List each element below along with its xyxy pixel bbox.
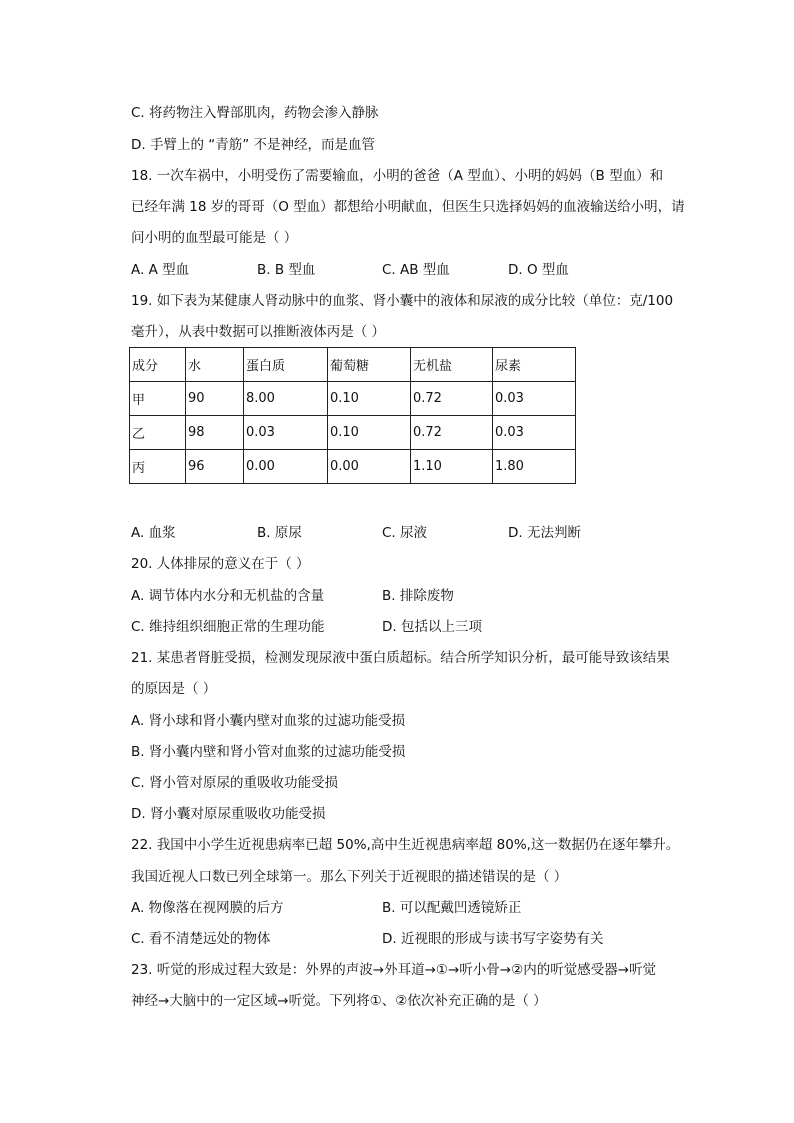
- table-header-cell: 水: [186, 348, 244, 382]
- table-cell: 0.00: [328, 450, 411, 484]
- table-row: [130, 416, 576, 450]
- table-header-cell: 尿素: [493, 348, 576, 382]
- table-cell: 0.72: [411, 382, 493, 416]
- q21-option-d: D. 肾小囊对原尿重吸收功能受损: [131, 806, 326, 822]
- table-cell: 0.00: [244, 450, 328, 484]
- table-header-cell: 成分: [130, 348, 186, 382]
- q18-stem-line2: 已经年满 18 岁的哥哥（O 型血）都想给小明献血，但医生只选择妈妈的血液输送给小明，请: [131, 199, 685, 215]
- table-header-cell: 无机盐: [411, 348, 493, 382]
- q18-stem-line1: 18. 一次车祸中，小明受伤了需要输血，小明的爸爸（A 型血）、小明的妈妈（B 型血）和: [131, 168, 664, 184]
- q17-option-c: C. 将药物注入臀部肌肉，药物会渗入静脉: [131, 105, 379, 121]
- table-header-cell: 蛋白质: [244, 348, 328, 382]
- q19-option-c: C. 尿液: [382, 525, 428, 541]
- table-cell: 90: [186, 382, 244, 416]
- q21-option-a: A. 肾小球和肾小囊内壁对血浆的过滤功能受损: [131, 713, 406, 729]
- table-row: [130, 382, 576, 416]
- table-cell: 1.10: [411, 450, 493, 484]
- table-cell: 98: [186, 416, 244, 450]
- q19-option-b: B. 原尿: [257, 525, 302, 541]
- table-cell: 0.72: [411, 416, 493, 450]
- q20-stem: 20. 人体排尿的意义在于（ ）: [131, 556, 310, 572]
- composition-table: [129, 347, 576, 484]
- q18-option-a: A. A 型血: [131, 262, 190, 278]
- q21-option-b: B. 肾小囊内壁和肾小管对血浆的过滤功能受损: [131, 744, 406, 760]
- table-cell: 0.03: [493, 416, 576, 450]
- table-header-row: [130, 348, 576, 382]
- table-cell: 0.10: [328, 416, 411, 450]
- table-cell: 8.00: [244, 382, 328, 416]
- q20-option-c: C. 维持组织细胞正常的生理功能: [131, 619, 325, 635]
- table-cell: 1.80: [493, 450, 576, 484]
- q22-stem-line2: 我国近视人口数已列全球第一。那么下列关于近视眼的描述错误的是（ ）: [131, 869, 568, 885]
- q20-option-b: B. 排除废物: [382, 588, 454, 604]
- table-cell: 丙: [130, 450, 186, 484]
- table-cell: 乙: [130, 416, 186, 450]
- q20-option-d: D. 包括以上三项: [382, 619, 482, 635]
- q19-option-a: A. 血浆: [131, 525, 176, 541]
- q22-option-b: B. 可以配戴凹透镜矫正: [382, 900, 522, 916]
- q22-option-c: C. 看不清楚远处的物体: [131, 931, 271, 947]
- q21-option-c: C. 肾小管对原尿的重吸收功能受损: [131, 775, 339, 791]
- q22-option-a: A. 物像落在视网膜的后方: [131, 900, 284, 916]
- table-cell: 0.03: [244, 416, 328, 450]
- q21-stem-line2: 的原因是（ ）: [131, 681, 217, 697]
- q17-option-d: D. 手臂上的 “青筋” 不是神经，而是血管: [131, 137, 376, 153]
- q18-option-b: B. B 型血: [257, 262, 316, 278]
- q18-option-c: C. AB 型血: [382, 262, 450, 278]
- table-cell: 甲: [130, 382, 186, 416]
- q18-option-d: D. O 型血: [508, 262, 569, 278]
- table-cell: 0.10: [328, 382, 411, 416]
- q18-stem-line3: 问小明的血型最可能是（ ）: [131, 230, 298, 246]
- q19-stem-line1: 19. 如下表为某健康人肾动脉中的血浆、肾小囊中的液体和尿液的成分比较（单位：克/100: [131, 293, 674, 309]
- table-cell: 96: [186, 450, 244, 484]
- q19-option-d: D. 无法判断: [508, 525, 581, 541]
- table-row: [130, 450, 576, 484]
- q23-stem-line1: 23. 听觉的形成过程大致是：外界的声波→外耳道→①→听小骨→②内的听觉感受器→听觉: [131, 962, 657, 978]
- table-cell: 0.03: [493, 382, 576, 416]
- q22-option-d: D. 近视眼的形成与读书写字姿势有关: [382, 931, 604, 947]
- q22-stem-line1: 22. 我国中小学生近视患病率已超 50%,高中生近视患病率超 80%,这一数据仍在逐年攀升。: [131, 837, 680, 853]
- table-header-cell: 葡萄糖: [328, 348, 411, 382]
- q21-stem-line1: 21. 某患者肾脏受损，检测发现尿液中蛋白质超标。结合所学知识分析，最可能导致该结果: [131, 650, 670, 666]
- q19-stem-line2: 毫升），从表中数据可以推断液体丙是（ ）: [131, 324, 386, 340]
- q20-option-a: A. 调节体内水分和无机盐的含量: [131, 588, 325, 604]
- q23-stem-line2: 神经→大脑中的一定区域→听觉。下列将①、②依次补充正确的是（ ）: [131, 993, 547, 1009]
